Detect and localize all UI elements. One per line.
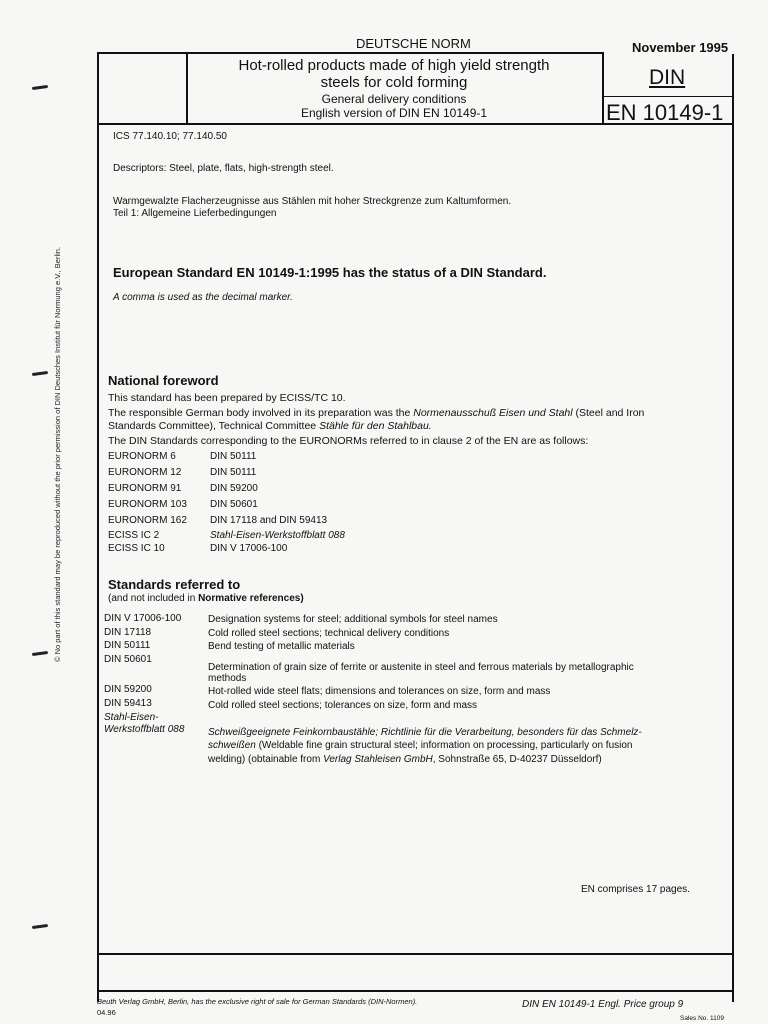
din-logo: DIN [649, 66, 686, 89]
header-divider-right [602, 52, 604, 124]
frame-left-line [97, 52, 99, 1002]
list-item: EURONORM 162 [108, 515, 187, 526]
rights-note: Beuth Verlag GmbH, Berlin, has the exclusive right of sale for German Standards (DIN-Normen). [97, 997, 418, 1006]
foreword-para-3: The DIN Standards corresponding to the EURONORMs referred to in clause 2 of the EN are as follows: [108, 435, 589, 447]
english-version: English version of DIN EN 10149-1 [300, 106, 488, 120]
list-item: Stahl-Eisen-Werkstoffblatt 088 [210, 530, 345, 541]
norm-label: DEUTSCHE NORM [356, 36, 471, 51]
list-item: EURONORM 12 [108, 467, 182, 478]
list-item: ECISS IC 2 [108, 530, 160, 541]
date-code: 04.96 [97, 1008, 116, 1017]
refs-subheading: (and not included in Normative references) [108, 593, 304, 604]
ics-codes: ICS 77.140.10; 77.140.50 [113, 131, 227, 142]
status-headline: European Standard EN 10149-1:1995 has the status of a DIN Standard. [113, 265, 547, 280]
ref-desc: Cold rolled steel sections; technical delivery conditions [208, 628, 450, 639]
binder-hole-mark [32, 371, 48, 376]
ref-desc: Hot-rolled wide steel flats; dimensions and tolerances on size, form and mass [208, 686, 551, 697]
ref-code: DIN 59413 [104, 698, 152, 709]
frame-right-line [732, 54, 734, 1002]
ref-desc-continued: methods [208, 673, 247, 684]
footer-lower-line [97, 990, 734, 992]
ref-desc: Designation systems for steel; additional symbols for steel names [208, 614, 498, 625]
foreword-para-2-line-2: Standards Committee), Technical Committee Stähle für den Stahlbau. [108, 420, 432, 432]
binder-hole-mark [32, 85, 48, 90]
ref-desc: welding) (obtainable from Verlag Stahleisen GmbH, Sohnstraße 65, D-40237 Düsseldorf) [208, 754, 602, 765]
ref-desc: Cold rolled steel sections; tolerances on size, form and mass [208, 700, 478, 711]
sales-number: Sales No. 1109 [680, 1015, 724, 1022]
list-item: DIN 50111 [210, 451, 257, 462]
list-item: DIN 59200 [210, 483, 258, 494]
din-box-line [603, 96, 733, 97]
list-item: ECISS IC 10 [108, 543, 165, 554]
ref-code: DIN 50601 [104, 654, 152, 665]
list-item: EURONORM 6 [108, 451, 176, 462]
footer-upper-line [97, 953, 734, 955]
doc-number: EN 10149-1 [606, 100, 724, 125]
decimal-note: A comma is used as the decimal marker. [113, 292, 293, 303]
ref-code: DIN 59200 [104, 684, 152, 695]
doc-title-line-1: Hot-rolled products made of high yield strength [238, 57, 550, 74]
list-item: EURONORM 103 [108, 499, 187, 510]
foreword-para-1: This standard has been prepared by ECISS/TC 10. [108, 392, 346, 404]
german-title-line-1: Warmgewalzte Flacherzeugnisse aus Stählen mit hoher Streckgrenze zum Kaltumformen. [113, 196, 512, 207]
list-item: DIN V 17006-100 [210, 543, 288, 554]
ref-code: Stahl-Eisen- [104, 712, 159, 723]
pages-note: EN comprises 17 pages. [581, 884, 690, 895]
ref-desc: Determination of grain size of ferrite or austenite in steel and ferrous materials by metallographic [208, 662, 634, 673]
doc-title-line-2: steels for cold forming [320, 74, 468, 91]
list-item: EURONORM 91 [108, 483, 182, 494]
descriptors: Descriptors: Steel, plate, flats, high-strength steel. [113, 163, 334, 174]
ref-code: DIN 17118 [104, 627, 152, 638]
copyright-side-note: © No part of this standard may be reproduced without the prior permission of DIN Deutsches Institut für Normung e.V., Berlin. [53, 246, 62, 662]
footer-reference: DIN EN 10149-1 Engl. Price group 9 [522, 999, 684, 1010]
foreword-heading: National foreword [108, 373, 219, 388]
foreword-para-2-line-1: The responsible German body involved in its preparation was the Normenausschuß Eisen und Stahl (Steel and Iron [108, 407, 645, 419]
ref-desc: Bend testing of metallic materials [208, 641, 355, 652]
ref-code: DIN V 17006-100 [104, 613, 182, 624]
ref-desc: Schweißgeeignete Feinkornbaustähle; Richtlinie für die Verarbeitung, besonders für das Schmelz- [208, 727, 642, 738]
doc-subtitle: General delivery conditions [321, 92, 467, 106]
ref-code: Werkstoffblatt 088 [104, 724, 185, 735]
refs-heading: Standards referred to [108, 577, 241, 592]
binder-hole-mark [32, 651, 48, 656]
list-item: DIN 50111 [210, 467, 257, 478]
issue-date: November 1995 [632, 40, 729, 55]
list-item: DIN 17118 and DIN 59413 [210, 515, 328, 526]
binder-hole-mark [32, 924, 48, 929]
list-item: DIN 50601 [210, 499, 258, 510]
frame-top-line [97, 52, 603, 54]
ref-code: DIN 50111 [104, 640, 151, 651]
ref-desc: schweißen (Weldable fine grain structural steel; information on processing, particularly on fusion [208, 740, 633, 751]
german-title-line-2: Teil 1: Allgemeine Lieferbedingungen [113, 208, 277, 219]
